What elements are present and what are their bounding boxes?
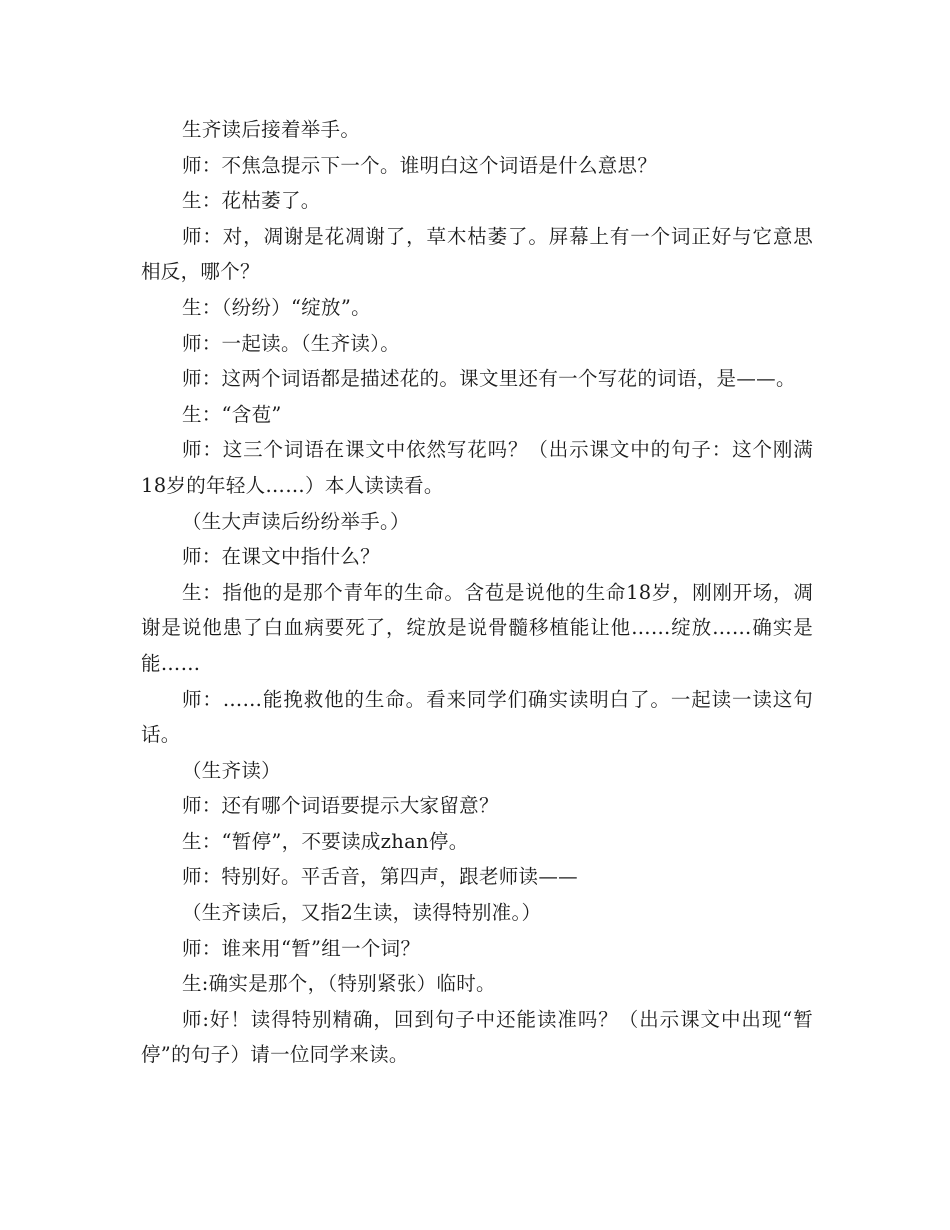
paragraph: 师：一起读。（生齐读）。 [181, 331, 401, 355]
paragraph: 生：“暂停”，不要读成zhan停。 [181, 829, 469, 853]
paragraph: （生齐读） [181, 758, 281, 782]
paragraph: 师：谁来用“暂”组一个词？ [181, 936, 421, 960]
paragraph: 师：在课文中指什么？ [181, 545, 380, 569]
paragraph: 生：“含苞” [181, 402, 282, 426]
paragraph: 师：这三个词语在课文中依然写花吗？（出示课文中的句子：这个刚满18岁的年轻人……）本人读读看。 [141, 438, 813, 497]
paragraph: 师：不焦急提示下一个。谁明白这个词语是什么意思？ [181, 153, 658, 177]
paragraph: 生:确实是那个，（特别紧张）临时。 [181, 972, 496, 996]
paragraph: 师：还有哪个词语要提示大家留意？ [181, 794, 499, 818]
paragraph: 生：（纷纷）“绽放”。 [181, 295, 371, 319]
paragraph: 师：这两个词语都是描述花的。课文里还有一个写花的词语，是——。 [181, 367, 796, 391]
paragraph: 生齐读后接着举手。 [181, 118, 361, 141]
paragraph: （生齐读后，又指2生读，读得特别准。） [181, 901, 542, 925]
paragraph: 生：指他的是那个青年的生命。含苞是说他的生命18岁，刚刚开场，凋谢是说他患了白血病要死了，绽放是说骨髓移植能让他……绽放……确实是能…… [141, 580, 813, 675]
paragraph: （生大声读后纷纷举手。） [181, 509, 410, 533]
paragraph: 生：花枯萎了。 [181, 189, 321, 213]
paragraph: 师：……能挽救他的生命。看来同学们确实读明白了。一起读一读这句话。 [141, 687, 813, 747]
document-body [141, 112, 813, 1073]
paragraph: 师:好！读得特别精确，回到句子中还能读准吗？（出示课文中出现“暂停”的句子）请一位同学来读。 [141, 1007, 813, 1067]
paragraph: 师：特别好。平舌音，第四声，跟老师读—— [181, 865, 578, 889]
paragraph: 师：对，凋谢是花凋谢了，草木枯萎了。屏幕上有一个词正好与它意思相反，哪个？ [141, 224, 813, 284]
